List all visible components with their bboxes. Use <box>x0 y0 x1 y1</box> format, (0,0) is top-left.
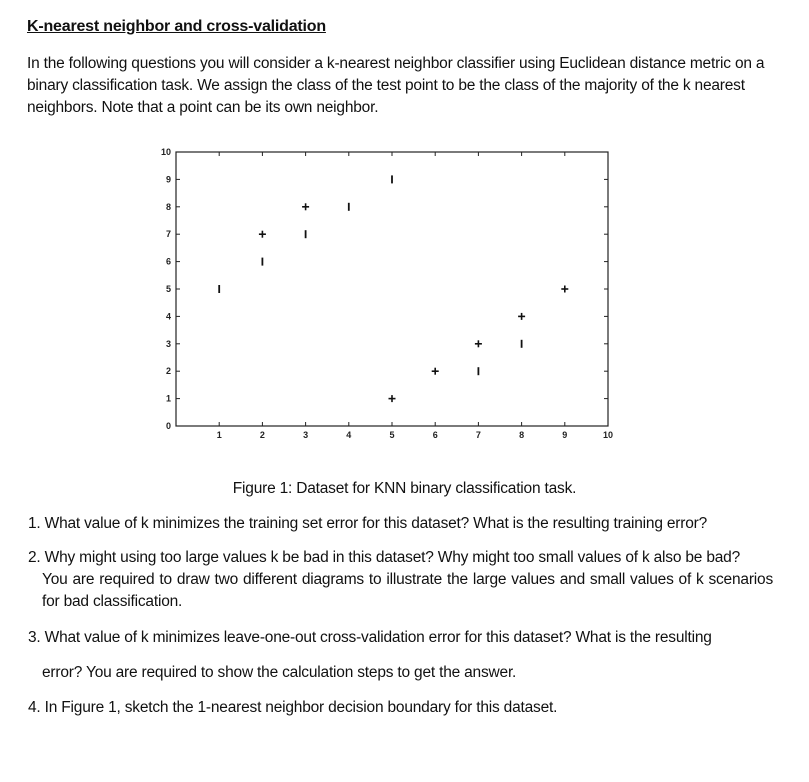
question-1: 1. What value of k minimizes the training set error for this dataset? What is the resulting training error? <box>28 515 707 532</box>
x-tick-label: 3 <box>303 430 309 440</box>
y-tick-label: 6 <box>165 256 171 267</box>
plus-point <box>389 395 396 402</box>
question-3-line-2: error? You are required to show the calculation steps to get the answer. <box>42 664 517 681</box>
x-tick-label: 2 <box>259 430 265 440</box>
section-heading: K-nearest neighbor and cross-validation <box>27 18 326 35</box>
x-tick-label: 6 <box>432 430 438 440</box>
y-tick-label: 8 <box>165 201 171 212</box>
plus-point <box>302 203 309 210</box>
x-tick-label: 8 <box>519 430 525 440</box>
x-tick-label: 4 <box>346 430 352 440</box>
question-2 <box>28 547 773 613</box>
y-tick-label: 7 <box>165 229 171 240</box>
y-tick-label: 4 <box>165 311 171 322</box>
x-tick-label: 9 <box>562 430 568 440</box>
figure-caption: Figure 1: Dataset for KNN binary classification task. <box>232 480 577 497</box>
y-tick-label: 3 <box>165 338 171 349</box>
y-tick-label: 0 <box>165 421 171 431</box>
x-tick-label: 10 <box>602 430 614 440</box>
question-4: 4. In Figure 1, sketch the 1-nearest neighbor decision boundary for this dataset. <box>28 699 558 716</box>
plus-point <box>259 231 266 238</box>
question-2-line-2: You are required to draw two different diagrams to illustrate the large values and small values of k scenarios for bad classification. <box>42 571 773 610</box>
question-3-line-1: 3. What value of k minimizes leave-one-out cross-validation error for this dataset? What is the resulting <box>28 629 712 646</box>
question-3 <box>28 627 773 649</box>
question-2-line-1: 2. Why might using too large values k be bad in this dataset? Why might too small values of k also be bad? <box>28 549 741 566</box>
y-tick-label: 5 <box>165 284 171 294</box>
y-tick-label: 1 <box>165 393 171 404</box>
plus-point <box>432 368 439 375</box>
x-tick-label: 7 <box>475 430 481 440</box>
plus-point <box>518 313 525 320</box>
plot-frame <box>176 152 608 426</box>
question-3-continued <box>28 662 773 684</box>
x-tick-label: 5 <box>389 430 395 440</box>
plus-point <box>561 286 568 293</box>
knn-scatter-figure <box>140 140 630 445</box>
x-tick-label: 1 <box>216 430 222 440</box>
y-tick-label: 2 <box>165 366 171 377</box>
plus-point <box>475 340 482 347</box>
scatter-chart <box>140 140 630 440</box>
intro-paragraph: In the following questions you will consider a k-nearest neighbor classifier using Euclidean distance metric on a binary classification task. We assign the class of the test point to be the class of the majority of the k nearest neighbors. Note that a point can be its own neighbor. <box>27 55 765 116</box>
y-tick-label: 10 <box>160 147 171 157</box>
y-tick-label: 9 <box>165 174 171 185</box>
